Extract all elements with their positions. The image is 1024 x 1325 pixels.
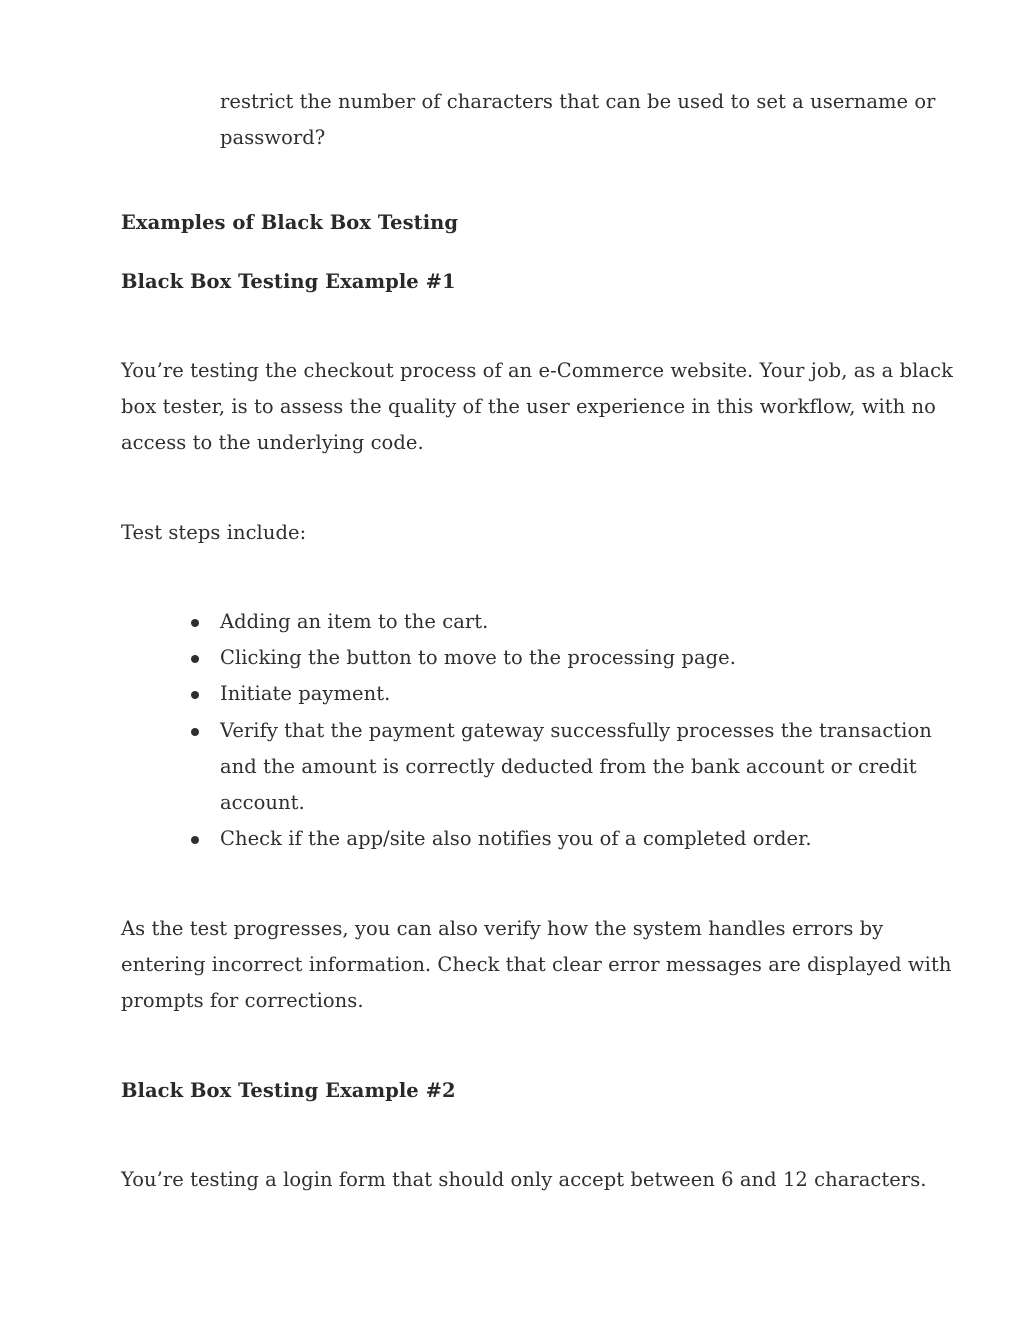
list-item-text: account. — [220, 791, 305, 814]
bullet-icon — [191, 836, 199, 844]
paragraph-line: box tester, is to assess the quality of the user experience in this workflow, with no — [121, 395, 936, 418]
paragraph-line: As the test progresses, you can also verify how the system handles errors by — [121, 917, 884, 940]
list-item-text: Check if the app/site also notifies you of a completed order. — [220, 827, 812, 850]
paragraph-line: You’re testing the checkout process of an e-Commerce website. Your job, as a black — [121, 359, 953, 382]
paragraph-line: You’re testing a login form that should only accept between 6 and 12 characters. — [121, 1168, 927, 1191]
example-1-heading: Black Box Testing Example #1 — [121, 270, 456, 293]
paragraph-line: prompts for corrections. — [121, 989, 364, 1012]
list-item-text: and the amount is correctly deducted from the bank account or credit — [220, 755, 917, 778]
paragraph-line: access to the underlying code. — [121, 431, 424, 454]
continued-text-line: password? — [220, 126, 326, 149]
paragraph-line: entering incorrect information. Check that clear error messages are displayed with — [121, 953, 952, 976]
bullet-icon — [191, 691, 199, 699]
list-item-text: Initiate payment. — [220, 682, 391, 705]
list-item-text: Adding an item to the cart. — [220, 610, 489, 633]
steps-label: Test steps include: — [121, 521, 307, 544]
section-heading: Examples of Black Box Testing — [121, 211, 459, 234]
bullet-icon — [191, 655, 199, 663]
list-item-text: Clicking the button to move to the processing page. — [220, 646, 736, 669]
bullet-icon — [191, 619, 199, 627]
bullet-icon — [191, 728, 199, 736]
continued-text-line: restrict the number of characters that can be used to set a username or — [220, 90, 936, 113]
example-2-heading: Black Box Testing Example #2 — [121, 1079, 456, 1102]
list-item-text: Verify that the payment gateway successfully processes the transaction — [220, 719, 932, 742]
